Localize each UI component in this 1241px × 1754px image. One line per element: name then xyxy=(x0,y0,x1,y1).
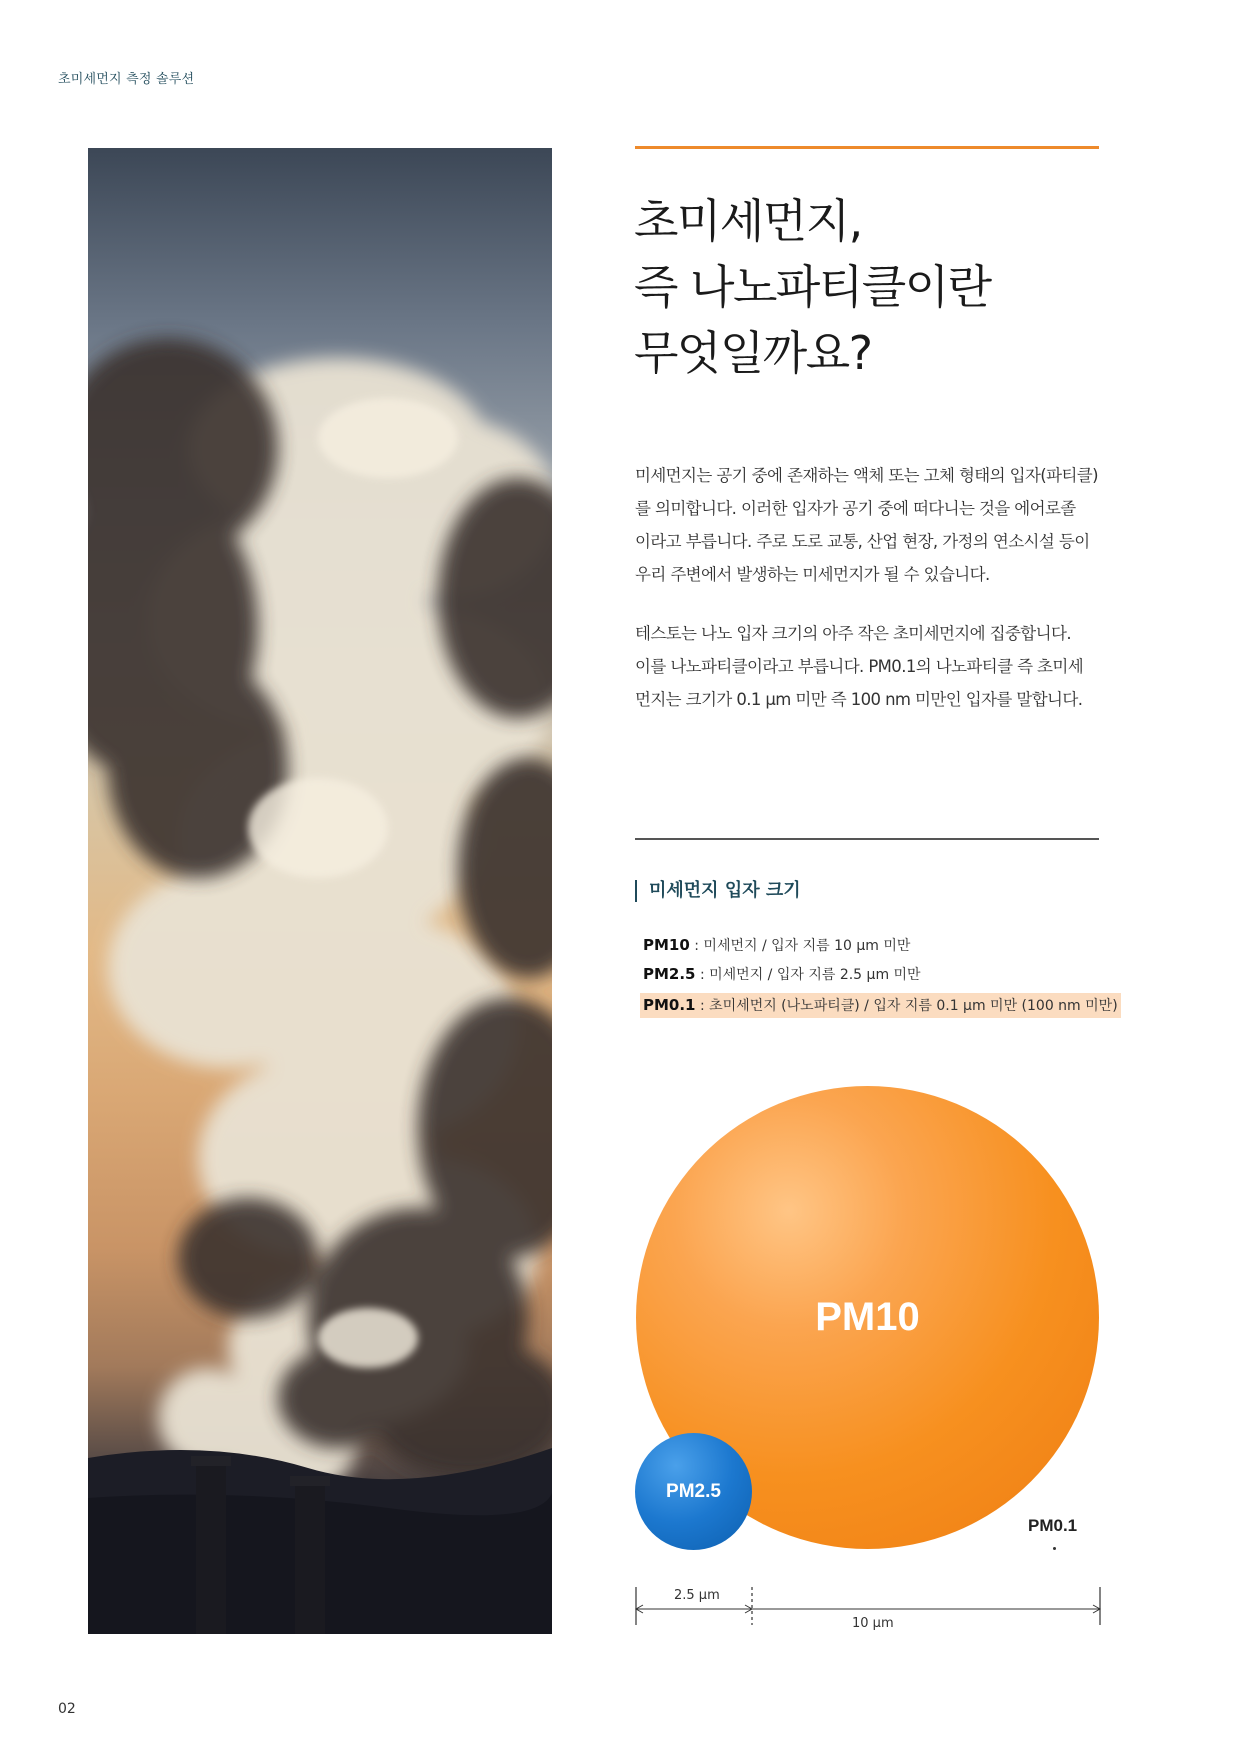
page-title xyxy=(634,188,1104,386)
pm-description: : 초미세먼지 (나노파티클) / 입자 지름 0.1 µm 미만 (100 nm 미만) xyxy=(695,998,1118,1014)
smoke-illustration xyxy=(88,148,552,1634)
section-label: 초미세먼지 측정 솔루션 xyxy=(58,72,195,87)
title-accent-rule xyxy=(635,146,1099,149)
pm-name: PM0.1 xyxy=(643,996,696,1014)
pm-name: PM10 xyxy=(643,936,690,954)
pm-description: : 미세먼지 / 입자 지름 10 µm 미만 xyxy=(689,938,911,954)
title-line: 즉 나노파티클이란 xyxy=(634,260,991,314)
nanoparticle-paragraph xyxy=(635,617,1099,716)
pm25-particle-label: PM2.5 xyxy=(666,1480,721,1502)
pm01-particle xyxy=(1053,1547,1056,1550)
paragraph-line: 미세먼지는 공기 중에 존재하는 액체 또는 고체 형태의 입자(파티클) xyxy=(635,466,1098,485)
section-divider xyxy=(635,838,1099,840)
pm01-definition xyxy=(640,993,1121,1018)
pm01-particle-label: PM0.1 xyxy=(1028,1516,1078,1535)
page-number: 02 xyxy=(58,1701,76,1717)
paragraph-line: 테스토는 나노 입자 크기의 아주 작은 초미세먼지에 집중합니다. xyxy=(635,624,1071,643)
smokestack-photo xyxy=(88,148,552,1634)
pm25-particle xyxy=(635,1433,752,1550)
paragraph-line: 먼지는 크기가 0.1 µm 미만 즉 100 nm 미만인 입자를 말합니다. xyxy=(635,690,1083,709)
title-line: 초미세먼지, xyxy=(634,194,862,248)
particle-size-heading: 미세먼지 입자 크기 xyxy=(635,880,801,902)
title-line: 무엇일까요? xyxy=(634,326,872,380)
scale-label-large: 10 µm xyxy=(852,1616,894,1631)
pm25-definition xyxy=(640,962,924,987)
scale-label-small: 2.5 µm xyxy=(674,1588,720,1603)
paragraph-line: 우리 주변에서 발생하는 미세먼지가 될 수 있습니다. xyxy=(635,565,990,584)
paragraph-line: 를 의미합니다. 이러한 입자가 공기 중에 떠다니는 것을 에어로졸 xyxy=(635,499,1076,518)
pm-name: PM2.5 xyxy=(643,965,696,983)
pm10-definition xyxy=(640,933,913,958)
paragraph-line: 이를 나노파티클이라고 부릅니다. PM0.1의 나노파티클 즉 초미세 xyxy=(635,657,1084,676)
intro-paragraph xyxy=(635,459,1099,591)
paragraph-line: 이라고 부릅니다. 주로 도로 교통, 산업 현장, 가정의 연소시설 등이 xyxy=(635,532,1090,551)
pm10-particle-label: PM10 xyxy=(815,1295,920,1339)
pm-description: : 미세먼지 / 입자 지름 2.5 µm 미만 xyxy=(695,967,921,983)
